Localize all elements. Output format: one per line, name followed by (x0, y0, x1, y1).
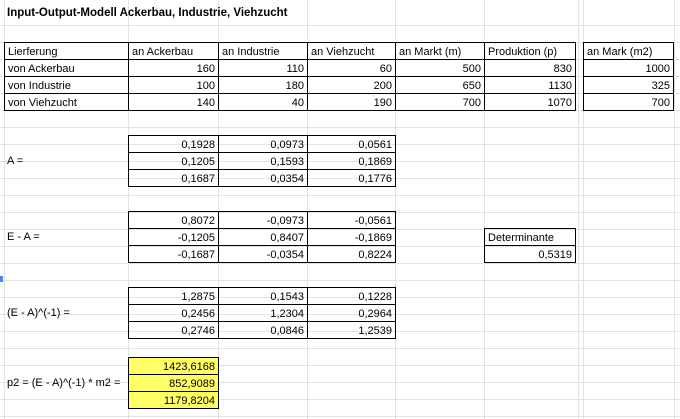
table-cell[interactable]: 500 (395, 59, 485, 77)
selection-marker (0, 276, 3, 282)
matrix-cell[interactable]: 0,2746 (128, 321, 219, 339)
p2-value[interactable]: 1423,6168 (128, 357, 219, 375)
table-cell[interactable]: 140 (128, 93, 219, 111)
header-lieferung[interactable]: Lierferung (4, 42, 129, 60)
table-cell[interactable]: 700 (583, 93, 674, 111)
table-cell[interactable]: 60 (307, 59, 396, 77)
table-cell[interactable]: 160 (128, 59, 219, 77)
matrix-a-label[interactable]: A = (7, 155, 24, 167)
matrix-cell[interactable]: -0,0973 (218, 211, 308, 229)
matrix-cell[interactable]: -0,0354 (218, 245, 308, 263)
header-an-markt[interactable]: an Markt (m) (395, 42, 485, 60)
matrix-cell[interactable]: 0,8407 (218, 228, 308, 246)
matrix-cell[interactable]: 0,0973 (218, 135, 308, 153)
row-label[interactable]: von Viehzucht (4, 93, 129, 111)
matrix-cell[interactable]: 0,0354 (218, 169, 308, 187)
matrix-cell[interactable]: 0,0561 (307, 135, 396, 153)
matrix-cell[interactable]: 1,2304 (218, 304, 308, 322)
header-an-ackerbau[interactable]: an Ackerbau (128, 42, 219, 60)
determinant-label[interactable]: Determinante (484, 228, 576, 246)
matrix-cell[interactable]: 0,1228 (307, 287, 396, 305)
matrix-cell[interactable]: 1,2539 (307, 321, 396, 339)
table-cell[interactable]: 190 (307, 93, 396, 111)
p2-value[interactable]: 1179,8204 (128, 391, 219, 409)
matrix-cell[interactable]: -0,1205 (128, 228, 219, 246)
matrix-inverse-label[interactable]: (E - A)^(-1) = (7, 307, 70, 319)
matrix-cell[interactable]: 0,2456 (128, 304, 219, 322)
header-an-industrie[interactable]: an Industrie (218, 42, 308, 60)
table-cell[interactable]: 830 (484, 59, 576, 77)
matrix-cell[interactable]: 0,1205 (128, 152, 219, 170)
table-cell[interactable]: 110 (218, 59, 308, 77)
matrix-cell[interactable]: 0,0846 (218, 321, 308, 339)
table-cell[interactable]: 200 (307, 76, 396, 94)
row-label[interactable]: von Industrie (4, 76, 129, 94)
matrix-e-minus-a-label[interactable]: E - A = (7, 231, 40, 243)
table-cell[interactable]: 1000 (583, 59, 674, 77)
matrix-cell[interactable]: -0,1869 (307, 228, 396, 246)
determinant-value[interactable]: 0,5319 (484, 245, 576, 263)
matrix-cell[interactable]: 0,8072 (128, 211, 219, 229)
table-cell[interactable]: 700 (395, 93, 485, 111)
grid-line-vertical (674, 0, 675, 419)
matrix-cell[interactable]: 0,1776 (307, 169, 396, 187)
matrix-cell[interactable]: 0,2964 (307, 304, 396, 322)
table-cell[interactable]: 40 (218, 93, 308, 111)
matrix-cell[interactable]: -0,0561 (307, 211, 396, 229)
header-an-viehzucht[interactable]: an Viehzucht (307, 42, 396, 60)
matrix-cell[interactable]: 0,1928 (128, 135, 219, 153)
table-cell[interactable]: 100 (128, 76, 219, 94)
table-cell[interactable]: 180 (218, 76, 308, 94)
matrix-cell[interactable]: 0,1543 (218, 287, 308, 305)
header-produktion[interactable]: Produktion (p) (484, 42, 576, 60)
header-an-mark-m2[interactable]: an Mark (m2) (583, 42, 674, 60)
matrix-cell[interactable]: 0,1593 (218, 152, 308, 170)
grid-line-vertical (578, 0, 579, 419)
table-cell[interactable]: 1130 (484, 76, 576, 94)
p2-value[interactable]: 852,9089 (128, 374, 219, 392)
matrix-cell[interactable]: 0,1869 (307, 152, 396, 170)
row-label[interactable]: von Ackerbau (4, 59, 129, 77)
sheet-title[interactable]: Input-Output-Modell Ackerbau, Industrie, Viehzucht (7, 7, 288, 19)
table-cell[interactable]: 650 (395, 76, 485, 94)
matrix-cell[interactable]: -0,1687 (128, 245, 219, 263)
table-cell[interactable]: 1070 (484, 93, 576, 111)
matrix-cell[interactable]: 0,8224 (307, 245, 396, 263)
table-cell[interactable]: 325 (583, 76, 674, 94)
matrix-cell[interactable]: 0,1687 (128, 169, 219, 187)
p2-label[interactable]: p2 = (E - A)^(-1) * m2 = (7, 377, 121, 389)
matrix-cell[interactable]: 1,2875 (128, 287, 219, 305)
